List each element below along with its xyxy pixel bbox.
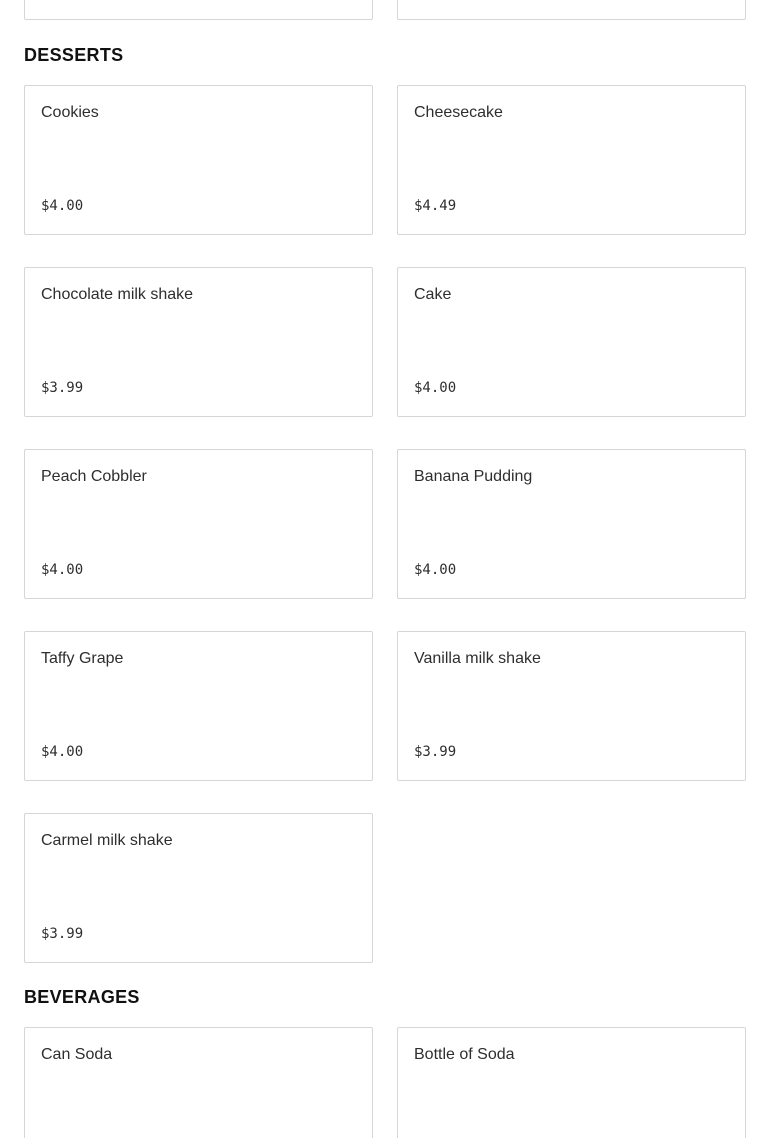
item-price: $3.99 <box>41 380 84 396</box>
menu-item-cheesecake[interactable] <box>397 85 746 235</box>
desserts-grid <box>24 85 746 963</box>
section-title-desserts: DESSERTS <box>24 45 124 65</box>
menu-item-card[interactable] <box>24 0 373 20</box>
item-price: $3.99 <box>414 744 457 760</box>
menu-item-cookies[interactable] <box>24 85 373 235</box>
item-price: $4.49 <box>414 198 457 214</box>
item-name: Chocolate milk shake <box>41 286 194 303</box>
previous-section-grid <box>24 0 746 20</box>
item-name: Cookies <box>41 104 99 121</box>
item-price: $3.99 <box>41 926 84 942</box>
menu-item-bottle-of-soda[interactable] <box>397 1027 746 1138</box>
item-price: $4.00 <box>414 380 457 396</box>
menu-item-chocolate-milk-shake[interactable] <box>24 267 373 417</box>
section-title-beverages: BEVERAGES <box>24 987 140 1007</box>
menu-item-banana-pudding[interactable] <box>397 449 746 599</box>
menu-item-card[interactable] <box>397 0 746 20</box>
item-name: Vanilla milk shake <box>414 650 541 667</box>
item-name: Cheesecake <box>414 104 503 121</box>
menu-item-peach-cobbler[interactable] <box>24 449 373 599</box>
item-name: Bottle of Soda <box>414 1046 515 1063</box>
menu-item-can-soda[interactable] <box>24 1027 373 1138</box>
item-name: Cake <box>414 286 452 303</box>
beverages-grid <box>24 1027 746 1138</box>
menu-item-cake[interactable] <box>397 267 746 417</box>
menu-item-taffy-grape[interactable] <box>24 631 373 781</box>
item-price: $4.00 <box>414 562 457 578</box>
item-price: $4.00 <box>41 562 84 578</box>
item-name: Carmel milk shake <box>41 832 173 849</box>
item-price: $4.00 <box>41 198 84 214</box>
item-name: Banana Pudding <box>414 468 533 485</box>
item-name: Can Soda <box>41 1046 113 1063</box>
item-name: Taffy Grape <box>41 650 124 667</box>
menu-item-carmel-milk-shake[interactable] <box>24 813 373 963</box>
menu-item-vanilla-milk-shake[interactable] <box>397 631 746 781</box>
item-price: $4.00 <box>41 744 84 760</box>
item-name: Peach Cobbler <box>41 468 147 485</box>
